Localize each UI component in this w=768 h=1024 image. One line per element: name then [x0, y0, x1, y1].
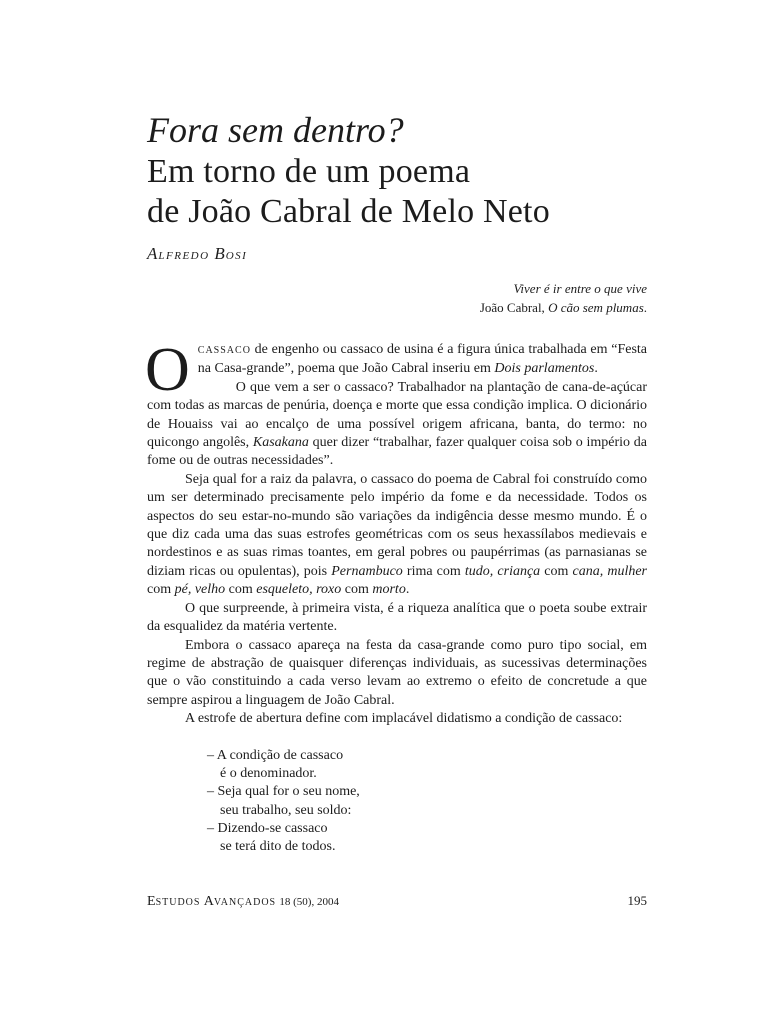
- poem-line: – Seja qual for o seu nome,: [207, 784, 360, 800]
- author-name: ALFREDO BOSI: [147, 244, 248, 263]
- poem-line: – Dizendo-se cassaco: [207, 820, 328, 836]
- page-footer: [147, 893, 647, 910]
- paragraph-5: Embora o cassaco apareça na festa da casa-grande como puro tipo social, em regime de abstração de quaisquer diferenças individuais, as sucessivas determinações que o vão constituindo a cada verso levam ao extremo o efeito de concretude a que sempre aspirou a linguagem de João Cabral.: [147, 637, 647, 708]
- epigraph-quote: Viver é ir entre o que vive: [513, 281, 647, 296]
- paragraph-2: O que vem a ser o cassaco? Trabalhador na plantação de cana-de-açúcar com todas as marcas de penúria, doença e morte que essa condição implica. O dicionário de Houaiss vai ao encalço de uma possível origem africana, banta, do termo: no quicongo angolês, Kasakana quer dizer “trabalhar, fazer qualquer coisa sob o império da fome ou de outras necessidades”.: [147, 379, 648, 469]
- poem-line: seu trabalho, seu soldo:: [220, 802, 352, 818]
- paragraph-6: A estrofe de abertura define com implacável didatismo a condição de cassaco:: [185, 711, 623, 727]
- poem-stanza: [207, 747, 360, 856]
- journal-name: ESTUDOS AVANÇADOS: [147, 894, 277, 909]
- poem-line: se terá dito de todos.: [220, 839, 336, 855]
- epigraph-attribution: João Cabral, O cão sem plumas.: [479, 300, 647, 315]
- paragraph-1: OCASSACO de engenho ou cassaco de usina é a figura única trabalhada em “Festa na Casa-grande”, poema que João Cabral inseriu em Dois parlamentos.: [145, 336, 647, 404]
- title-subtitle-line-2: de João Cabral de Melo Neto: [147, 193, 550, 230]
- page-number: 195: [627, 893, 647, 908]
- title-main: Fora sem dentro?: [147, 110, 404, 150]
- title-subtitle-line-1: Em torno de um poema: [147, 153, 471, 190]
- poem-line: – A condição de cassaco: [207, 748, 344, 763]
- epigraph: [480, 279, 647, 317]
- paragraph-3: Seja qual for a raiz da palavra, o cassaco do poema de Cabral foi construído como um ser determinado precisamente pelo império da fome e da necessidade. Todos os aspectos do seu estar-no-mundo são variações da indigência desse mesmo mundo. É o que diz cada uma das suas estrofes geométricas com os seus hexassílabos medievais e nordestinos e as suas rimas toantes, em geral pobres ou paupérrimas (as parnasianas se diziam ricas ou opulentas), pois Pernambuco rima com tudo, criança com cana, mulher com pé, velho com esqueleto, roxo com morto.: [147, 471, 648, 598]
- article-body: [145, 336, 648, 729]
- paragraph-4: O que surpreende, à primeira vista, é a riqueza analítica que o poeta soube extrair da esqualidez da matéria vertente.: [147, 600, 647, 635]
- poem-line: é o denominador.: [220, 766, 317, 782]
- drop-cap: O: [145, 336, 190, 404]
- article-title-block: [147, 108, 667, 232]
- journal-issue: 18 (50), 2004: [279, 896, 339, 908]
